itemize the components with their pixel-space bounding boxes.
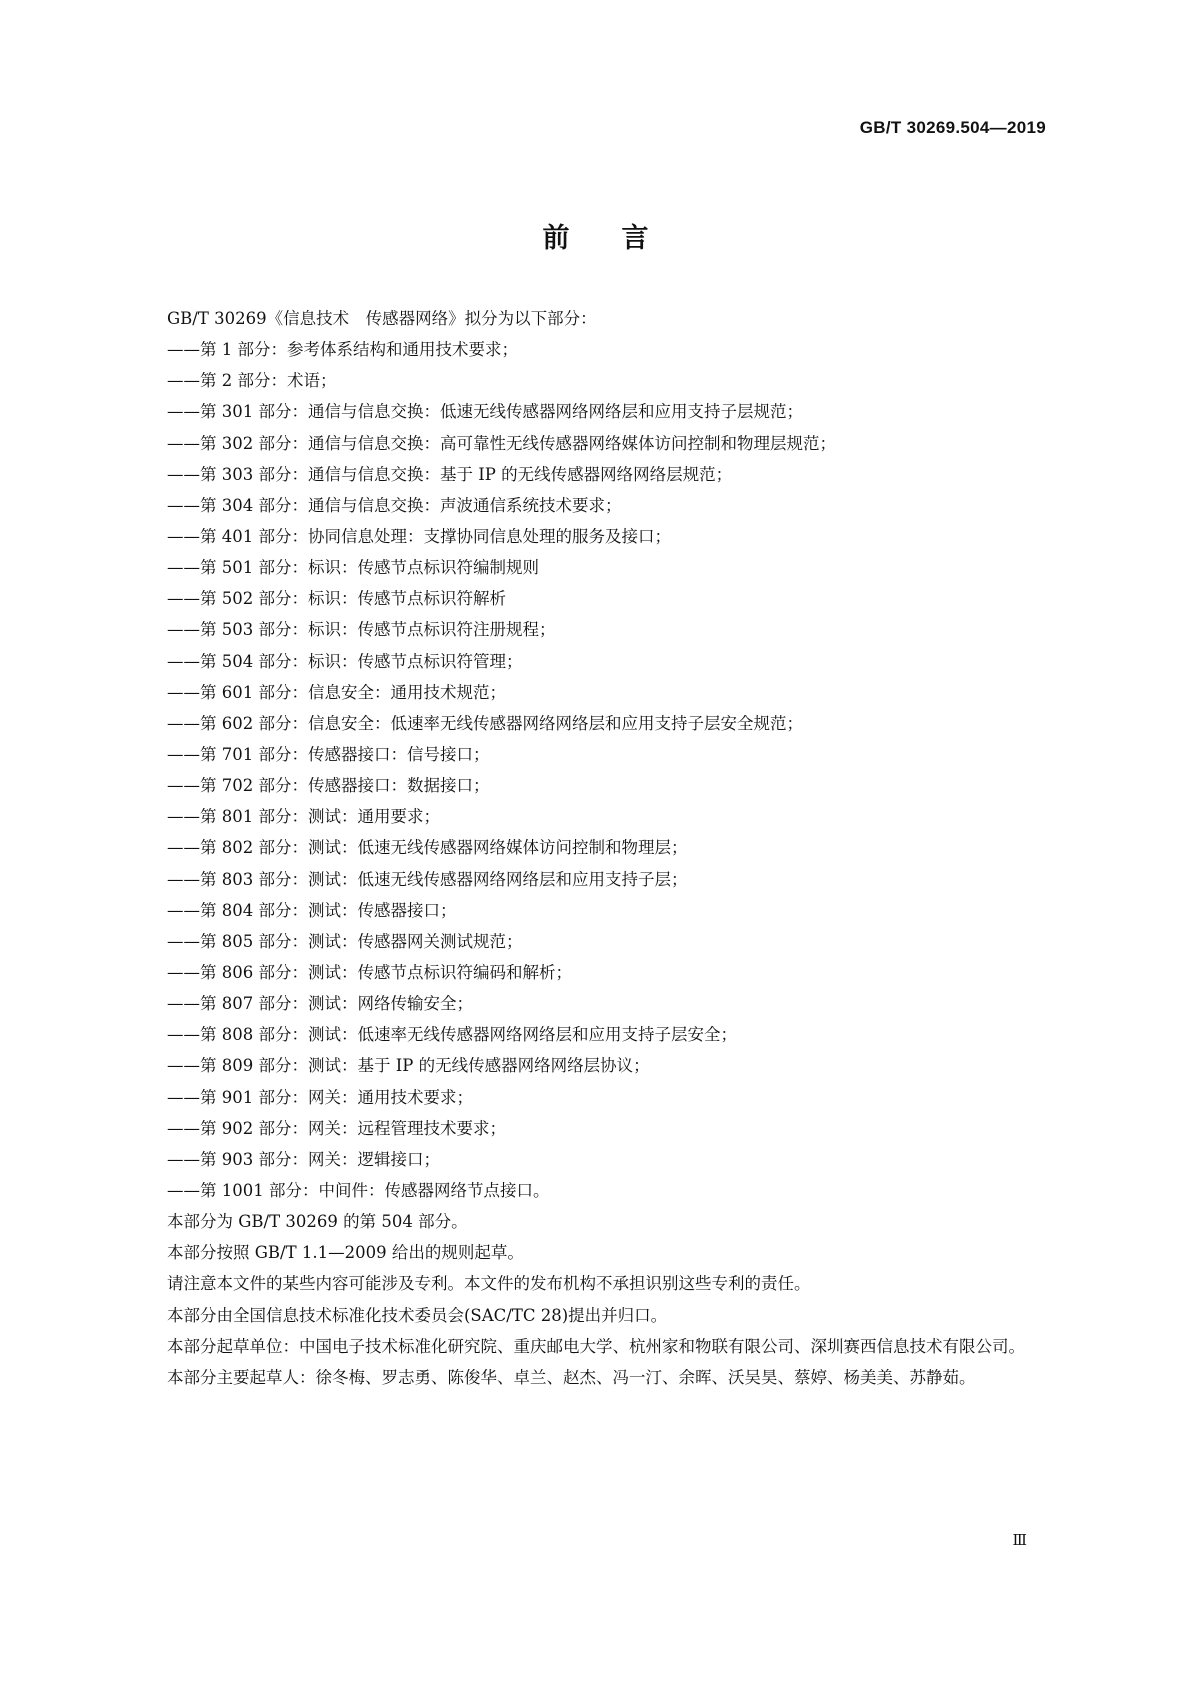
part-item: ——第 504 部分：标识：传感节点标识符管理； [167, 651, 523, 671]
part-item: ——第 901 部分：网关：通用技术要求； [167, 1087, 473, 1107]
proposed-by-paragraph: 本部分由全国信息技术标准化技术委员会(SAC/TC 28)提出并归口。 [167, 1305, 668, 1325]
standard-number: GB/T 30269.504—2019 [859, 118, 1046, 137]
part-item: ——第 503 部分：标识：传感节点标识符注册规程； [167, 620, 556, 640]
drafting-rules-paragraph: 本部分按照 GB/T 1.1—2009 给出的规则起草。 [167, 1243, 524, 1263]
part-item: ——第 902 部分：网关：远程管理技术要求； [167, 1118, 506, 1138]
page-title: 前言 [542, 223, 701, 254]
part-item: ——第 808 部分：测试：低速率无线传感器网络网络层和应用支持子层安全； [167, 1025, 737, 1045]
part-item: ——第 602 部分：信息安全：低速率无线传感器网络网络层和应用支持子层安全规范； [167, 713, 803, 733]
part-item: ——第 801 部分：测试：通用要求； [167, 807, 440, 827]
part-item: ——第 1001 部分：中间件：传感器网络节点接口。 [167, 1180, 550, 1200]
part-of-paragraph: 本部分为 GB/T 30269 的第 504 部分。 [167, 1212, 468, 1232]
part-item: ——第 807 部分：测试：网络传输安全； [167, 994, 473, 1014]
page-number: Ⅲ [1012, 1531, 1027, 1549]
part-item: ——第 303 部分：通信与信息交换：基于 IP 的无线传感器网络网络层规范； [167, 464, 733, 484]
parts-list [133, 334, 1053, 1206]
part-item: ——第 301 部分：通信与信息交换：低速无线传感器网络网络层和应用支持子层规范； [167, 402, 803, 422]
drafting-units-paragraph: 本部分起草单位：中国电子技术标准化研究院、重庆邮电大学、杭州家和物联有限公司、深圳赛西信息技术有限公司。 [167, 1336, 1025, 1356]
part-item: ——第 806 部分：测试：传感节点标识符编码和解析； [167, 962, 572, 982]
part-item: ——第 501 部分：标识：传感节点标识符编制规则 [167, 558, 539, 578]
part-item: ——第 302 部分：通信与信息交换：高可靠性无线传感器网络媒体访问控制和物理层规范； [167, 433, 836, 453]
part-item: ——第 601 部分：信息安全：通用技术规范； [167, 682, 506, 702]
foreword-body [133, 303, 1053, 1393]
part-item: ——第 702 部分：传感器接口：数据接口； [167, 776, 490, 796]
drafters-paragraph: 本部分主要起草人：徐冬梅、罗志勇、陈俊华、卓兰、赵杰、冯一汀、余晖、沃吴昊、蔡婷、杨美美、苏静茹。 [167, 1367, 976, 1387]
part-item: ——第 304 部分：通信与信息交换：声波通信系统技术要求； [167, 495, 622, 515]
part-item: ——第 802 部分：测试：低速无线传感器网络媒体访问控制和物理层； [167, 838, 688, 858]
part-item: ——第 903 部分：网关：逻辑接口； [167, 1149, 440, 1169]
part-item: ——第 803 部分：测试：低速无线传感器网络网络层和应用支持子层； [167, 869, 688, 889]
part-item: ——第 805 部分：测试：传感器网关测试规范； [167, 931, 523, 951]
part-item: ——第 502 部分：标识：传感节点标识符解析 [167, 589, 506, 609]
part-item: ——第 701 部分：传感器接口：信号接口； [167, 744, 490, 764]
part-item: ——第 804 部分：测试：传感器接口； [167, 900, 457, 920]
intro-line: GB/T 30269《信息技术 传感器网络》拟分为以下部分： [167, 309, 597, 328]
part-item: ——第 1 部分：参考体系结构和通用技术要求； [167, 340, 518, 360]
part-item: ——第 2 部分：术语； [167, 371, 337, 391]
part-item: ——第 809 部分：测试：基于 IP 的无线传感器网络网络层协议； [167, 1056, 650, 1076]
part-item: ——第 401 部分：协同信息处理：支撑协同信息处理的服务及接口； [167, 526, 671, 546]
patent-notice-paragraph: 请注意本文件的某些内容可能涉及专利。本文件的发布机构不承担识别这些专利的责任。 [167, 1274, 811, 1294]
